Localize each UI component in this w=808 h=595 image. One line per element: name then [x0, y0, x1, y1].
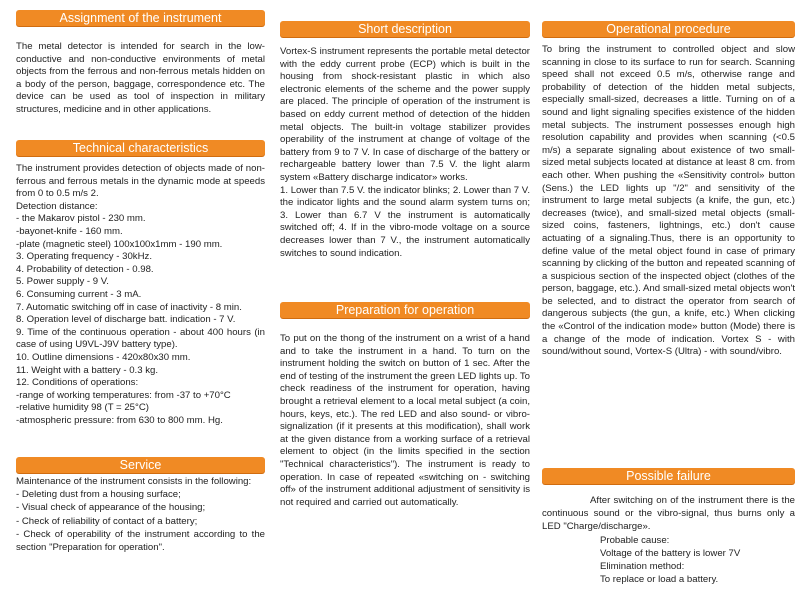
technical-line: -range of working temperatures: from -37 to +70°C	[16, 389, 231, 401]
service-header: Service	[16, 457, 265, 473]
failure-cause-label: Probable cause:	[600, 534, 670, 546]
technical-line: The instrument provides detection of objects made of non-ferrous and ferrous metals in the dynamic mode at speeds from 0 to 0.5 m/s 2.	[16, 163, 265, 200]
technical-line: 5. Power supply - 9 V.	[16, 276, 109, 288]
short-description-header: Short description	[280, 21, 530, 37]
failure-method-label: Elimination method:	[600, 561, 685, 573]
operational-procedure-text: To bring the instrument to controlled object and slow scanning in close to its surface to run for search. Scanning speed shall not exceed 0.5 m/s, otherwise range and probability of detection of the hidden metal subjects, especially small-sized, decreases a little. Turning on of a sound and light signaling specifies existence of the hidden metal subjects. The instrument possesses enough high resolution capability and provides when scanning (<0.5 m/s) a separate signaling about existence of two small-sized metal subjects located at distance at least 8 cm. from each other. When pushing the «Sensitivity control» button (Sens.) the LED lights up "/2" and sensitivity of the instrument to large metal subjects (a knife, the gun, etc.) decreases (twice), and small-sized metal objects (small-sized coins, fasteners, lightnings, etc.) don't cause actuating of a signaling.Thus, there is an opportunity to define value of the metal object found in case of primary scanning by clicking of the button and repeated scanning of a suspicious section of the inspected object (clothes of the person, baggage, etc.). And small-sized metal objects won't be selected, and to distract the operator from search of dangerous subjects (the gun, a knife, etc.) When clicking the «Control of the indication mode» button (Mode) there is a change of the mode of indication. Vortex S - with sound/without sound, Vortex-S (Ultra) - with sound/vibro.	[542, 44, 795, 358]
service-list	[16, 475, 265, 554]
short-description-paragraph-2: 1. Lower than 7.5 V. the indicator blinks; 2. Lower than 7 V. the indicator lights and the sound alarm system turns on; 3. Lower than 6.7 V the instrument is automatically switched off; 4. If in the vibro-mode voltage on a source decreases lower than 7 V., the instrument automatically switches to sound indication.	[280, 184, 530, 259]
possible-failure-header: Possible failure	[542, 468, 795, 484]
technical-line: -bayonet-knife - 160 mm.	[16, 225, 123, 237]
service-line: - Deleting dust from a housing surface;	[16, 489, 181, 501]
failure-cause: Voltage of the battery is lower 7V	[600, 547, 741, 559]
technical-header: Technical characteristics	[16, 140, 265, 156]
operational-procedure-header: Operational procedure	[542, 21, 795, 37]
technical-line: 3. Operating frequency - 30kHz.	[16, 251, 152, 263]
service-line: - Visual check of appearance of the housing;	[16, 502, 206, 514]
preparation-header: Preparation for operation	[280, 302, 530, 318]
technical-line: 10. Outline dimensions - 420x80x30 mm.	[16, 351, 191, 363]
technical-line: - the Makarov pistol - 230 mm.	[16, 213, 146, 225]
possible-failure-text	[542, 494, 795, 586]
technical-list	[16, 163, 265, 427]
service-line: - Check of operability of the instrument according to the section "Preparation for operation".	[16, 528, 265, 554]
assignment-text: The metal detector is intended for search in the low-conductive and non-conductive environments of metal objects from the ferrous and non-ferrous metals hidden on a body of the person, baggage, correspondence etc. The device can be used as tool of inspection in military structures, medicine and in other applications.	[16, 41, 265, 115]
technical-line: Detection distance:	[16, 200, 98, 212]
technical-line: 4. Probability of detection - 0.98.	[16, 263, 154, 275]
technical-line: 8. Operation level of discharge batt. indication - 7 V.	[16, 314, 236, 326]
technical-line: 9. Time of the continuous operation - about 400 hours (in case of using U9VL-J9V battery type).	[16, 326, 265, 351]
failure-intro: After switching on of the instrument there is the continuous sound or the vibro-signal, thus burns only a LED "Charge/discharge».	[542, 495, 795, 533]
assignment-header: Assignment of the instrument	[16, 10, 265, 26]
short-description-paragraph-1: Vortex-S instrument represents the portable metal detector with the eddy current probe (ECP) which is built in the housing from shock-resistant plastic in which also electronic elements of the scheme and the power supply are placed. The principle of operation of the instrument is based on eddy current method of detection of the hidden metal objects. The built-in voltage stabilizer provides operability of the instrument at change of voltage of the battery from 9 to 7 V. In case of discharge of the battery or rechargeable battery lower than 7.5 V. the light alarm system «Battery discharge indicator» works.	[280, 46, 530, 183]
technical-line: -relative humidity 98 (T = 25°C)	[16, 402, 149, 414]
short-description-text	[280, 46, 530, 260]
technical-line: 7. Automatic switching off in case of inactivity - 8 min.	[16, 301, 242, 313]
technical-line: 11. Weight with a battery - 0.3 kg.	[16, 364, 159, 376]
preparation-text: To put on the thong of the instrument on a wrist of a hand and to take the instrument in a hand. To turn on the instrument holding the switch on button of 1 sec. After the end of testing of the instrument the green LED lights up. To check readiness of the instrument for operation, having brought a retrieval element to a local metal subject (a coin, hours, keys, etc.). The red LED and also sound- or vibro-signalization (if it presents at this modification), shall work at the given distance from a working surface of a retrieval element to object (in the limits specified in the section "Technical characteristics"). The instrument is ready to operation. In case of repeated «switching on - switching off» of the instrument additional adjustment of sensitivity is not required and carried out automatically.	[280, 333, 530, 508]
technical-line: 12. Conditions of operations:	[16, 377, 139, 389]
service-line: Maintenance of the instrument consists in the following:	[16, 476, 252, 487]
technical-line: 6. Consuming current - 3 mA.	[16, 288, 142, 300]
failure-method: To replace or load a battery.	[600, 574, 719, 586]
technical-line: -atmospheric pressure: from 630 to 800 mm. Hg.	[16, 414, 223, 426]
technical-line: -plate (magnetic steel) 100x100x1mm - 190 mm.	[16, 238, 223, 250]
service-line: - Check of reliability of contact of a battery;	[16, 515, 198, 527]
